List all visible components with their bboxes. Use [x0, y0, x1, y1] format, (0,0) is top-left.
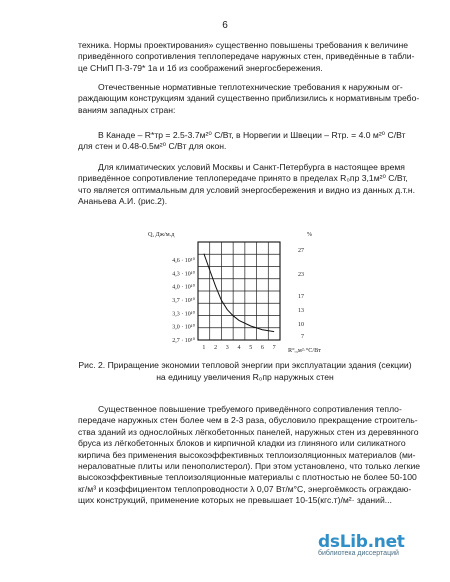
- series-line: [204, 254, 274, 332]
- y-tick-label-right: 23: [298, 272, 304, 278]
- text-line: Для климатических условий Москвы и Санкт-Петербурга в настоящее время: [98, 162, 405, 172]
- text-line: В Канаде – R*тр = 2.5-3.7м²⁰ С/Вт, в Норвегии и Швеции – Rтр. = 4.0 м²⁰ С/Вт: [98, 130, 406, 140]
- text-line: приведённого сопротивления теплопередаче наружных стен, приведённые в табли-: [78, 51, 415, 62]
- text-line: что является оптимальным для условий энергосбережения и видно из данных д.т.н.: [78, 184, 415, 195]
- x-tick-label: 1: [202, 345, 206, 351]
- paragraph-foreign-values: [78, 130, 428, 153]
- x-tick-label: 7: [272, 345, 276, 351]
- x-axis-label: R°ₒ,м²·°С/Вт: [288, 347, 321, 354]
- caption-line: Рис. 2. Приращение экономии тепловой энергии при эксплуатации здания (секции): [78, 360, 412, 370]
- page-number: 6: [222, 20, 228, 31]
- text-line: Существенное повышение требуемого приведённого сопротивления тепло-: [98, 404, 402, 414]
- y-tick-labels-left: [172, 257, 195, 344]
- y-axis-label-left: Q, Дж/м.д: [148, 231, 175, 238]
- paragraph-moscow: [78, 162, 428, 208]
- text-line: Ананьева А.И. (рис.2).: [78, 196, 168, 207]
- y-tick-label-left: 3,3 · 10¹⁰: [172, 311, 195, 318]
- y-axis-label-right: %: [306, 231, 312, 238]
- text-line: кирпича без применения высокоэффективных теплоизоляционных материалов (ми-: [78, 449, 416, 460]
- x-tick-labels: [202, 345, 275, 351]
- y-tick-labels-right: [298, 248, 304, 340]
- text-line: Отечественные нормативные теплотехнические требования к наружным ог-: [98, 82, 403, 92]
- text-line: техника. Нормы проектирования» существенно повышены требования к величине: [78, 40, 409, 50]
- y-tick-label-right: 27: [298, 248, 304, 254]
- text-line: передаче наружных стен более чем в 2-3 раза, обусловило прекращение строитель-: [78, 415, 418, 426]
- watermark-logo: dsLib.net: [318, 532, 405, 552]
- paragraph-norms: [78, 40, 428, 74]
- text-line: бруса из лёгкобетонных блоков и кирпичной кладки из глиняного или силикатного: [78, 438, 406, 449]
- text-line: ства зданий из однослойных лёгкобетонных панелей, наружных стен из деревянного: [78, 426, 419, 437]
- y-tick-label-right: 17: [298, 294, 304, 300]
- x-tick-label: 3: [225, 345, 229, 351]
- y-tick-label-left: 4,0 · 10¹⁰: [172, 284, 195, 291]
- chart-grid: [198, 242, 280, 340]
- y-tick-label-right: 10: [298, 322, 304, 328]
- y-tick-label-right: 7: [301, 334, 304, 340]
- text-line: раждающим конструкциям зданий существенно приблизились к нормативным требо-: [78, 93, 420, 104]
- x-tick-label: 5: [249, 345, 253, 351]
- caption-line: на единицу увеличения R₀пр наружных стен: [156, 371, 334, 382]
- text-line: це СНиП П-3-79* 1а и 1б из соображений энергосбережения.: [78, 62, 323, 73]
- y-tick-label-left: 3,0 · 10¹⁰: [172, 324, 195, 331]
- y-tick-label-left: 4,6 · 10¹⁰: [172, 258, 195, 264]
- text-line: высокоэффективные теплоизоляционные материалы с плотностью не более 50-100: [78, 472, 417, 483]
- y-tick-label-left: 4,3 · 10¹⁰: [172, 271, 195, 278]
- energy-savings-chart: [140, 228, 321, 363]
- text-line: приведённое сопротивление теплопередаче принято в пределах R₀пр 3,1м²⁰ С/Вт,: [78, 173, 408, 184]
- paragraph-requirements: [78, 82, 428, 116]
- watermark: [318, 532, 443, 557]
- y-tick-label-left: 2,7 · 10¹⁰: [172, 338, 195, 344]
- y-tick-label-right: 13: [298, 308, 304, 314]
- y-tick-label-left: 3,7 · 10¹⁰: [172, 298, 195, 304]
- paragraph-insulation: [78, 404, 428, 507]
- figure-caption: [60, 360, 430, 383]
- text-line: щих конструкций, применение которых не превышает 10-15(кгс.т)/м²· зданий...: [78, 495, 392, 506]
- x-tick-label: 4: [237, 345, 241, 351]
- x-tick-label: 2: [214, 345, 218, 351]
- text-line: ваниям западных стран:: [78, 104, 176, 115]
- text-line: для стен и 0.48-0.5м²⁰ С/Вт для окон.: [78, 141, 227, 152]
- watermark-subtitle: библиотека диссертаций: [318, 550, 399, 557]
- text-line: нераловатные плиты или пенополистерол). При этом установлено, что только легкие: [78, 461, 421, 472]
- text-line: кг/м³ и коэффициентом теплопроводности λ 0,07 Вт/м°С, энергоёмкость ограждаю-: [78, 483, 412, 494]
- x-tick-label: 6: [260, 345, 264, 351]
